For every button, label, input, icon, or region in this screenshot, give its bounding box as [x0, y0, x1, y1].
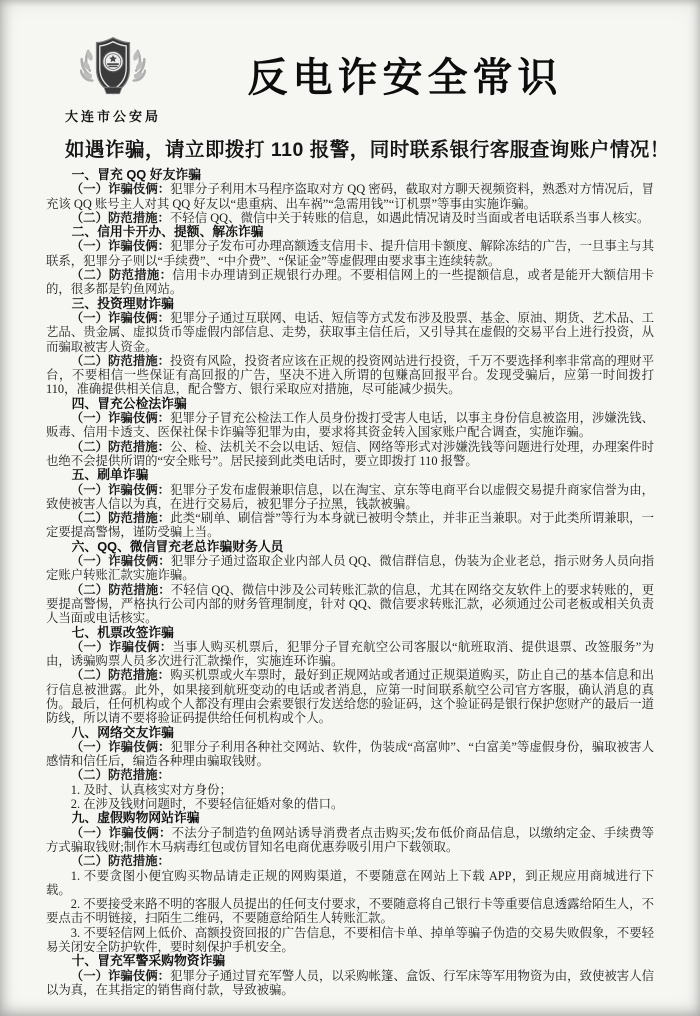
section-heading: 三、投资理财诈骗 — [71, 295, 174, 311]
section-paragraph — [46, 768, 654, 782]
section-paragraph: （一）诈骗伎俩：犯罪分子冒充公检法工作人员身份拨打受害人电话，以事主身份信息被盗用，涉嫌洗钱、贩毒、信用卡透支、医保社保卡诈骗等犯罪为由，要求将其资金转入国家账户配合调查，实施诈骗。 — [46, 411, 655, 440]
section-heading: 七、机票改签诈骗 — [71, 624, 174, 640]
paragraph-label: （二）防范措施： — [70, 582, 171, 597]
paragraph-label: （一）诈骗伎俩： — [70, 739, 171, 754]
section-paragraph: （一）诈骗伎俩：犯罪分子发布虚假兼职信息，以在淘宝、京东等电商平台以虚假交易提升商家信誉为由，致使被害人信以为真，在进行交易后，被犯罪分子拉黑，钱款被骗。 — [46, 482, 655, 511]
paragraph-label: （一）诈骗伎俩： — [70, 411, 171, 426]
section-paragraph: （一）诈骗伎俩：当事人购买机票后，犯罪分子冒充航空公司客服以“航班取消、提供退票、改签服务”为由，诱骗购票人员多次进行汇款操作，实施连环诈骗。 — [46, 639, 655, 669]
emergency-alert-line: 如遇诈骗，请立即拨打 110 报警，同时联系银行客服查询账户情况！ — [65, 139, 670, 161]
section-heading: 九、虚假购物网站诈骗 — [71, 810, 200, 826]
paragraph-label: （二）防范措施： — [70, 668, 171, 683]
sections-container — [46, 168, 654, 997]
section-paragraph: 1. 不要贪图小便宜购买物品请走正规的网购渠道，不要随意在网站上下载 APP，到正规应用商城进行下载。 — [46, 868, 654, 897]
section-heading: 六、QQ、微信冒充老总诈骗财务人员 — [71, 538, 284, 554]
section-paragraph: （一）诈骗伎俩：犯罪分子利用各种社交网站、软件，伪装成“高富帅”、“白富美”等虚假身份，骗取被害人感情和信任后，编造各种理由骗取钱财。 — [46, 739, 655, 769]
police-badge-icon — [58, 34, 168, 104]
section-heading: 十、冒充军警采购物资诈骗 — [71, 953, 226, 969]
section-paragraph: （一）诈骗伎俩：犯罪分子通过互联网、电话、短信等方式发布涉及股票、基金、原油、期货、艺术品、工艺品、贵金属、虚拟货币等虚假内部信息、走势，获取事主信任后，又引导其在虚假的交易平台上进行投资，从而骗取被害人资金。 — [46, 310, 655, 354]
section-paragraph: （二）防范措施：不轻信 QQ、微信中关于转账的信息，如遇此情况请及时当面或者电话联系当事人核实。 — [70, 210, 650, 225]
section-paragraph: （一）诈骗伎俩：犯罪分子发布可办理高额透支信用卡、提升信用卡额度、解除冻结的广告，一旦事主与其联系，犯罪分子则以“手续费”、“中介费”、“保证金”等虚假理由要求事主连续转款。 — [46, 239, 655, 268]
agency-name: 大连市公安局 — [64, 109, 161, 124]
section-paragraph: 1. 及时、认真核实对方身份； — [70, 782, 232, 797]
section-heading: 二、信用卡开办、提额、解冻诈骗 — [71, 224, 264, 240]
section-paragraph — [46, 854, 654, 868]
section-heading: 四、冒充公检法诈骗 — [71, 395, 187, 411]
document-header — [0, 0, 700, 128]
paragraph-label: （一）诈骗伎俩： — [70, 182, 171, 197]
paragraph-label: （一）诈骗伎俩： — [70, 310, 171, 325]
section-paragraph: （二）防范措施：不轻信 QQ、微信中涉及公司转账汇款的信息，尤其在网络交友软件上的要求转账的，更要提高警惕，严格执行公司内部的财务管理制度，针对 QQ、微信要求转账汇款，必须通过公司老板或相关负责人当面或电话核实。 — [46, 582, 655, 626]
section-paragraph: （二）防范措施：投资有风险，投资者应该在正规的投资网站进行投资，千万不要选择利率非常高的理财平台，不要相信一些保证有高回报的广告，坚决不进入所谓的包赚高回报平台。发现受骗后，应第一时间拨打 110，准确提供相关信息，配合警方、银行采取应对措施，尽可能减少损失。 — [46, 353, 655, 397]
section-paragraph: 2. 在涉及钱财问题时，不要轻信征婚对象的借口。 — [70, 797, 344, 812]
paragraph-label: （二）防范措施： — [70, 854, 170, 869]
section-paragraph: （二）防范措施：此类“刷单、刷信誉”等行为本身就已被明令禁止，并非正当兼职。对于此类所谓兼职，一定要提高警惕，谨防受骗上当。 — [46, 511, 655, 540]
paragraph-label: （一）诈骗伎俩： — [70, 554, 171, 569]
section-paragraph: （一）诈骗伎俩：犯罪分子通过盗取企业内部人员 QQ、微信群信息，伪装为企业老总，指示财务人员向指定账户转账汇款实施诈骗。 — [46, 554, 655, 583]
section-heading: 五、刷单诈骗 — [71, 467, 149, 483]
paragraph-label: （二）防范措施： — [70, 511, 171, 526]
paragraph-label: （二）防范措施： — [70, 268, 173, 283]
paragraph-label: （一）诈骗伎俩： — [70, 825, 172, 840]
paragraph-label: （二）防范措施： — [70, 210, 170, 225]
section-heading: 八、网络交友诈骗 — [71, 724, 174, 740]
paragraph-label: （一）诈骗伎俩： — [70, 482, 171, 497]
paragraph-label: （一）诈骗伎俩： — [70, 968, 171, 983]
agency-badge-block — [58, 34, 168, 125]
section-paragraph: 2. 不要接受来路不明的客服人员提出的任何支付要求，不要随意将自己银行卡等重要信息透露给陌生人，不要点击不明链接，扫陌生二维码，不要随意给陌生人转账汇款。 — [46, 897, 654, 926]
section-paragraph: （二）防范措施：公、检、法机关不会以电话、短信、网络等形式对涉嫌洗钱等问题进行处理，办理案件时也绝不会提供所谓的“安全账号”。居民接到此类电话时，要立即拨打 110 报警。 — [46, 439, 655, 468]
section-paragraph: （二）防范措施：购买机票或火车票时，最好到正规网站或者通过正规渠道购买，防止自己的基本信息和出行信息被泄露。此外，如果接到航班变动的电话或者消息，应第一时间联系航空公司官方客服，确认消息的真伪。最后，任何机构或个人都没有理由会索要银行发送给您的验证码，这个验证码是银行保护您财产的最后一道防线，所以请不要将验证码提供给任何机构或个人。 — [46, 668, 655, 726]
paragraph-label: （一）诈骗伎俩： — [70, 639, 173, 654]
section-paragraph: （一）诈骗伎俩：犯罪分子利用木马程序盗取对方 QQ 密码，截取对方聊天视频资料，熟悉对方情况后，冒充该 QQ 账号主人对其 QQ 好友以“患重病、出车祸”“急需用钱”“订机票”等事由实施诈骗。 — [46, 182, 655, 211]
section-paragraph: （一）诈骗伎俩：不法分子制造钓鱼网站诱导消费者点击购买;发布低价商品信息，以缴纳定金、手续费等方式骗取钱财;制作木马病毒红包或仿冒知名电商优惠券吸引用户下载领取。 — [46, 825, 654, 854]
section-paragraph: 3. 不要轻信网上低价、高额投资回报的广告信息，不要相信卡单、掉单等骗子伪造的交易失败假象，不要轻易关闭安全防护软件，要时刻保护手机安全。 — [46, 925, 654, 955]
paragraph-label: （一）诈骗伎俩： — [70, 239, 171, 254]
paragraph-label: （二）防范措施： — [70, 353, 171, 368]
section-heading: 一、冒充 QQ 好友诈骗 — [71, 167, 201, 182]
paragraph-label: （二）防范措施： — [70, 768, 170, 783]
page-title: 反电诈安全常识 — [247, 55, 563, 100]
section-paragraph: （二）防范措施：信用卡办理请到正规银行办理。不要相信网上的一些提额信息，或者是能开大额信用卡的，很多都是钓鱼网站。 — [46, 268, 655, 297]
section-paragraph: （一）诈骗伎俩：犯罪分子通过冒充军警人员，以采购帐篷、盒饭、行军床等军用物资为由，致使被害人信以为真，在其指定的销售商付款，导致被骗。 — [46, 968, 655, 997]
paragraph-label: （二）防范措施： — [70, 439, 171, 454]
